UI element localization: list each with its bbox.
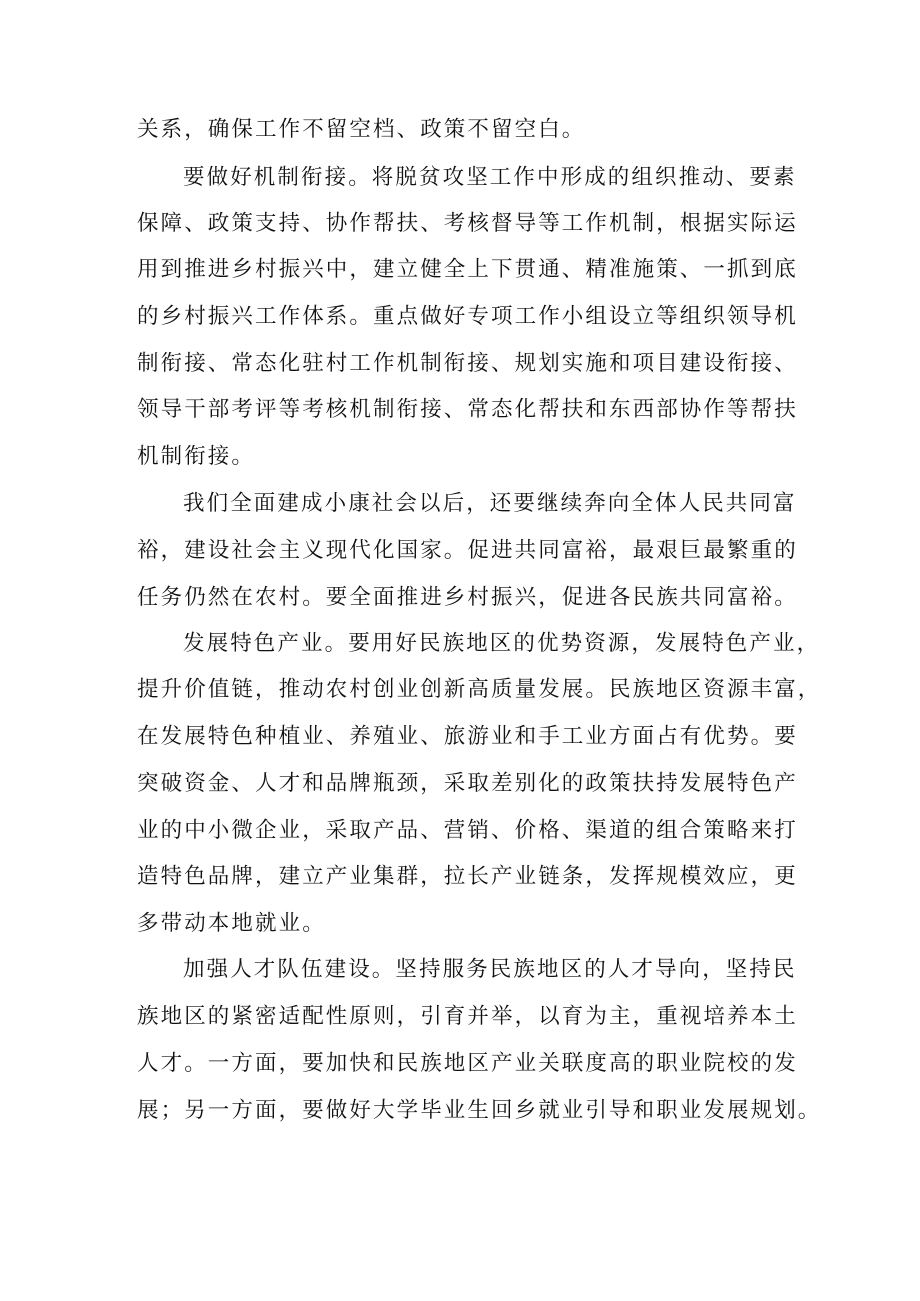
text-line: 在发展特色种植业、养殖业、旅游业和手工业方面占有优势。要 — [137, 724, 798, 749]
text-line: 制衔接、常态化驻村工作机制衔接、规划实施和项目建设衔接、 — [137, 351, 798, 376]
text-line: 的乡村振兴工作体系。重点做好专项工作小组设立等组织领导机 — [137, 304, 798, 329]
text-line: 多带动本地就业。 — [137, 911, 326, 936]
text-line: 关系，确保工作不留空档、政策不留空白。 — [137, 117, 586, 142]
text-line: 族地区的紧密适配性原则，引育并举，以育为主，重视培养本土 — [137, 1004, 798, 1029]
text-line: 造特色品牌，建立产业集群，拉长产业链条，发挥规模效应，更 — [137, 864, 798, 889]
text-line: 我们全面建成小康社会以后，还要继续奔向全体人民共同富 — [183, 491, 797, 516]
text-line: 用到推进乡村振兴中，建立健全上下贯通、精准施策、一抓到底 — [137, 257, 798, 282]
text-line: 提升价值链，推动农村创业创新高质量发展。民族地区资源丰富， — [137, 677, 822, 702]
text-line: 突破资金、人才和品牌瓶颈，采取差别化的政策扶持发展特色产 — [137, 771, 798, 796]
text-line: 裕，建设社会主义现代化国家。促进共同富裕，最艰巨最繁重的 — [137, 538, 798, 563]
text-line: 任务仍然在农村。要全面推进乡村振兴，促进各民族共同富裕。 — [137, 585, 798, 610]
text-line: 机制衔接。 — [137, 444, 256, 469]
text-line: 保障、政策支持、协作帮扶、考核督导等工作机制，根据实际运 — [137, 211, 798, 236]
text-line: 要做好机制衔接。将脱贫攻坚工作中形成的组织推动、要素 — [183, 165, 797, 190]
text-line: 领导干部考评等考核机制衔接、常态化帮扶和东西部协作等帮扶 — [137, 397, 798, 422]
text-line: 展；另一方面，要做好大学毕业生回乡就业引导和职业发展规划。 — [137, 1098, 822, 1123]
text-line: 业的中小微企业，采取产品、营销、价格、渠道的组合策略来打 — [137, 818, 798, 843]
text-line: 加强人才队伍建设。坚持服务民族地区的人才导向，坚持民 — [183, 957, 797, 982]
text-line: 发展特色产业。要用好民族地区的优势资源，发展特色产业， — [183, 631, 821, 656]
text-line: 人才。一方面，要加快和民族地区产业关联度高的职业院校的发 — [137, 1051, 798, 1076]
